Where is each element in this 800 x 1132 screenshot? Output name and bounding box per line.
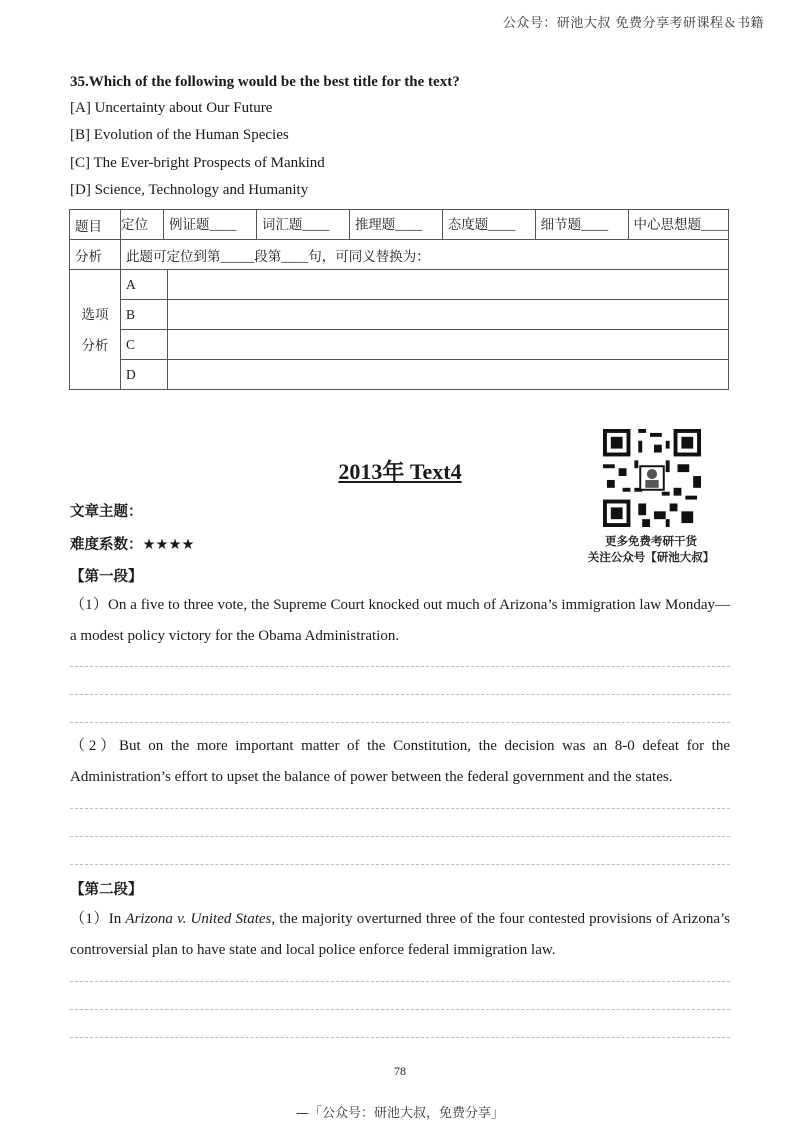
answer-line (70, 836, 730, 837)
option-letter-b: B (121, 300, 168, 330)
question-type-row (121, 210, 728, 239)
answer-line (70, 864, 730, 865)
case-name: Arizona v. United States (125, 911, 272, 927)
type-attitude: 态度题____ (442, 210, 535, 239)
type-detail: 细节题____ (535, 210, 628, 239)
option-a: [A] Uncertainty about Our Future (70, 100, 273, 116)
options-analysis-label: 选项 分析 (70, 270, 121, 390)
difficulty-label: 难度系数：★★★★ (70, 537, 195, 553)
option-analysis-b (168, 300, 729, 330)
answer-line (70, 694, 730, 695)
table-label-question: 题目 (70, 210, 121, 240)
option-b: [B] Evolution of the Human Species (70, 127, 289, 143)
table-label-analysis: 分析 (70, 240, 121, 270)
paragraph2-heading: 【第二段】 (70, 882, 143, 898)
locate-text: 此题可定位到第_____段第____句，可同义替换为： (121, 240, 729, 270)
paragraph1-sentence1: （1）On a five to three vote, the Supreme Court knocked out much of Arizona’s immigration law Monday—a modest policy victory for the Obama Administration. (70, 597, 730, 644)
answer-line (70, 666, 730, 667)
answer-line (70, 981, 730, 982)
option-c: [C] The Ever-bright Prospects of Mankind (70, 155, 325, 171)
qr-caption-line1: 更多免费考研干货 (605, 534, 697, 548)
question-title: 35.Which of the following would be the best title for the text? (70, 74, 460, 90)
option-analysis-a (168, 270, 729, 300)
type-locate: 定位 (121, 217, 148, 232)
qr-caption-line2: 关注公众号【研池大叔】 (587, 550, 715, 564)
answer-line (70, 808, 730, 809)
section-title: 2013年 Text4 (338, 459, 462, 484)
page-number: 78 (394, 1064, 406, 1078)
type-inference: 推理题____ (349, 210, 442, 239)
option-letter-a: A (121, 270, 168, 300)
footer-watermark: —「公众号：研池大叔，免费分享」 (295, 1106, 504, 1121)
paragraph1-sentence2: （2）But on the more important matter of the Constitution, the decision was an 8-0 defeat for the Administration’s effort to upset the balance of power between the federal government and the states. (70, 738, 730, 785)
theme-label: 文章主题： (70, 504, 143, 520)
option-analysis-c (168, 330, 729, 360)
option-letter-d: D (121, 360, 168, 390)
answer-line (70, 722, 730, 723)
answer-line (70, 1037, 730, 1038)
option-letter-c: C (121, 330, 168, 360)
qr-code-icon (603, 429, 701, 527)
type-vocabulary: 词汇题____ (256, 210, 349, 239)
option-analysis-d (168, 360, 729, 390)
paragraph2-sentence1: （1）In Arizona v. United States, the majority overturned three of the four contested provisions of Arizona’s controversial plan to have state and local police enforce federal immigration law. (70, 911, 730, 958)
type-example: 例证题____ (163, 210, 256, 239)
paragraph1-heading: 【第一段】 (70, 569, 143, 585)
analysis-table (69, 209, 729, 390)
option-d: [D] Science, Technology and Humanity (70, 182, 309, 198)
type-main-idea: 中心思想题____ (628, 210, 729, 239)
answer-line (70, 1009, 730, 1010)
header-watermark: 公众号：研池大叔 免费分享考研课程＆书籍 (502, 16, 764, 31)
